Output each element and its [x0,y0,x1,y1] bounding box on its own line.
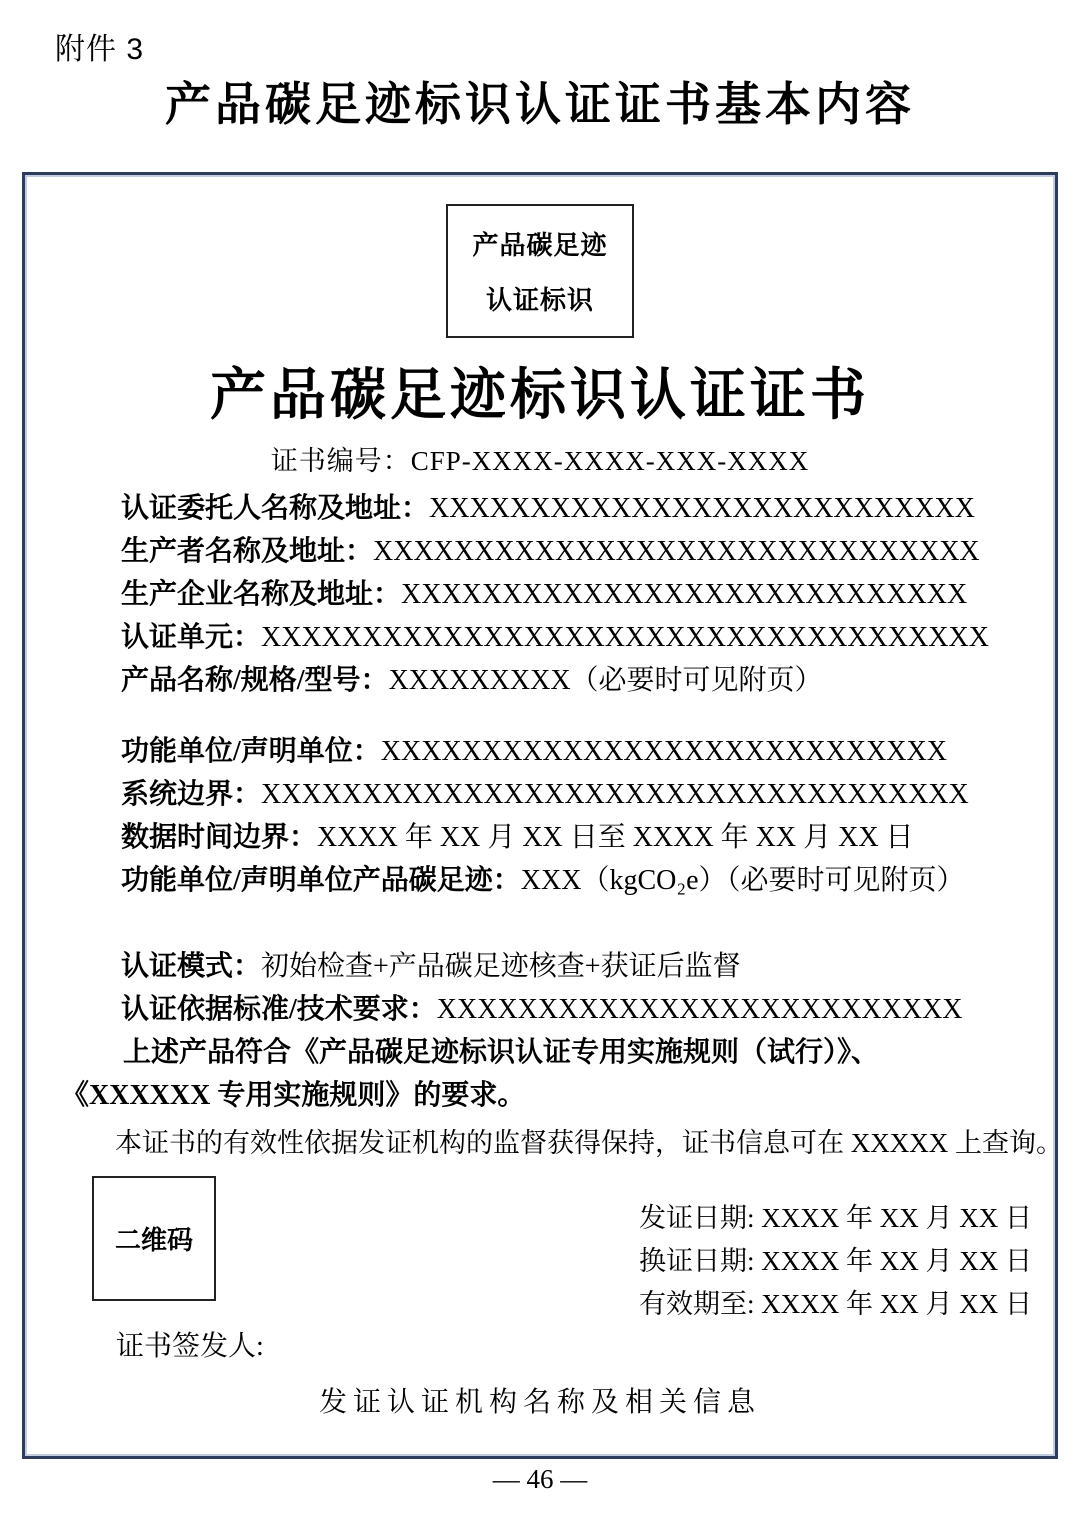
certificate-number-line [25,439,1055,478]
field-label: 数据时间边界： [121,822,318,853]
field-manufacturer [121,573,1025,616]
field-product-name-spec-model [121,659,1025,702]
field-value: XXXXXXXXX（必要时可见附页） [388,665,823,696]
renewal-date-value: XXXX 年 XX 月 XX 日 [761,1246,1033,1276]
fields-block-2 [121,730,1025,902]
renewal-date-line [639,1240,1032,1283]
compliance-statement-line1: 上述产品符合《产品碳足迹标识认证专用实施规则（试行）》、 [123,1037,880,1068]
field-value: XXXXXXXXXXXXXXXXXXXXXXXXXXXXXXXXXXXX [261,622,989,653]
field-certification-unit [121,616,1025,659]
field-functional-unit [121,730,1025,773]
issue-date-label: 发证日期: [639,1203,762,1233]
field-value: XXXXXXXXXXXXXXXXXXXXXXXXXXXXXXXXXXX [261,779,969,810]
certificate-title: 产品碳足迹标识认证证书 [210,365,870,427]
field-producer [121,530,1025,573]
field-applicant [121,487,1025,530]
document-title: 产品碳足迹标识认证证书基本内容 [165,79,915,130]
field-certification-mode [61,945,1025,988]
compliance-statement-line2: 《XXXXXX 专用实施规则》的要求。 [61,1080,526,1111]
field-label: 认证依据标准/技术要求： [121,994,437,1025]
field-certification-standard [61,988,1025,1031]
expiry-date-value: XXXX 年 XX 月 XX 日 [761,1289,1033,1319]
field-value: XXXX 年 XX 月 XX 日至 XXXX 年 XX 月 XX 日 [317,822,914,853]
field-label: 认证模式： [121,951,262,982]
qr-code-placeholder-box [92,1176,216,1301]
field-value: XXXXXXXXXXXXXXXXXXXXXXXXXXXX [401,579,968,610]
field-value: XXXXXXXXXXXXXXXXXXXXXXXXXXXX [380,736,947,767]
field-label: 功能单位/声明单位产品碳足迹： [121,865,521,896]
page-number: — 46 — [492,1464,588,1494]
issuing-body-line: 发证认证机构名称及相关信息 [318,1387,761,1418]
field-label: 生产者名称及地址： [121,536,374,567]
field-product-carbon-footprint [121,859,1025,902]
certification-mark-line1: 产品碳足迹 [472,230,608,260]
field-label: 系统边界： [121,779,262,810]
field-label: 认证单元： [121,622,262,653]
field-data-time-boundary [121,816,1025,859]
expiry-date-label: 有效期至: [639,1289,762,1319]
certificate-number-value: CFP-XXXX-XXXX-XXX-XXXX [410,446,810,476]
certificate-number-label: 证书编号： [270,446,411,476]
field-label: 功能单位/声明单位： [121,736,381,767]
validity-note: 本证书的有效性依据发证机构的监督获得保持，证书信息可在 XXXXX 上查询。 [115,1128,1063,1158]
field-system-boundary [121,773,1025,816]
certificate-signer-label: 证书签发人: [116,1331,264,1362]
certificate-frame [22,172,1063,1459]
issue-date-value: XXXX 年 XX 月 XX 日 [761,1203,1033,1233]
field-label: 认证委托人名称及地址： [121,493,430,524]
field-value: 初始检查+产品碳足迹核查+获证后监督 [261,951,741,982]
dates-block [639,1197,1032,1326]
fields-block-3 [61,945,1025,1117]
certification-mark-box [446,204,634,338]
qr-code-label: 二维码 [114,1226,193,1255]
field-value: XXXXXXXXXXXXXXXXXXXXXXXXXX [436,994,963,1025]
field-label: 生产企业名称及地址： [121,579,402,610]
field-value: XXXXXXXXXXXXXXXXXXXXXXXXXXXXXX [373,536,980,567]
field-value: XXX（kgCO₂e）（必要时可见附页） [520,865,965,896]
certification-mark-line2: 认证标识 [485,286,594,316]
issue-date-line [639,1197,1032,1240]
fields-block-1 [121,487,1025,702]
field-label: 产品名称/规格/型号： [121,665,389,696]
attachment-label: 附件 3 [55,33,145,66]
field-value: XXXXXXXXXXXXXXXXXXXXXXXXXXX [429,493,975,524]
renewal-date-label: 换证日期: [639,1246,762,1276]
expiry-date-line [639,1283,1032,1326]
